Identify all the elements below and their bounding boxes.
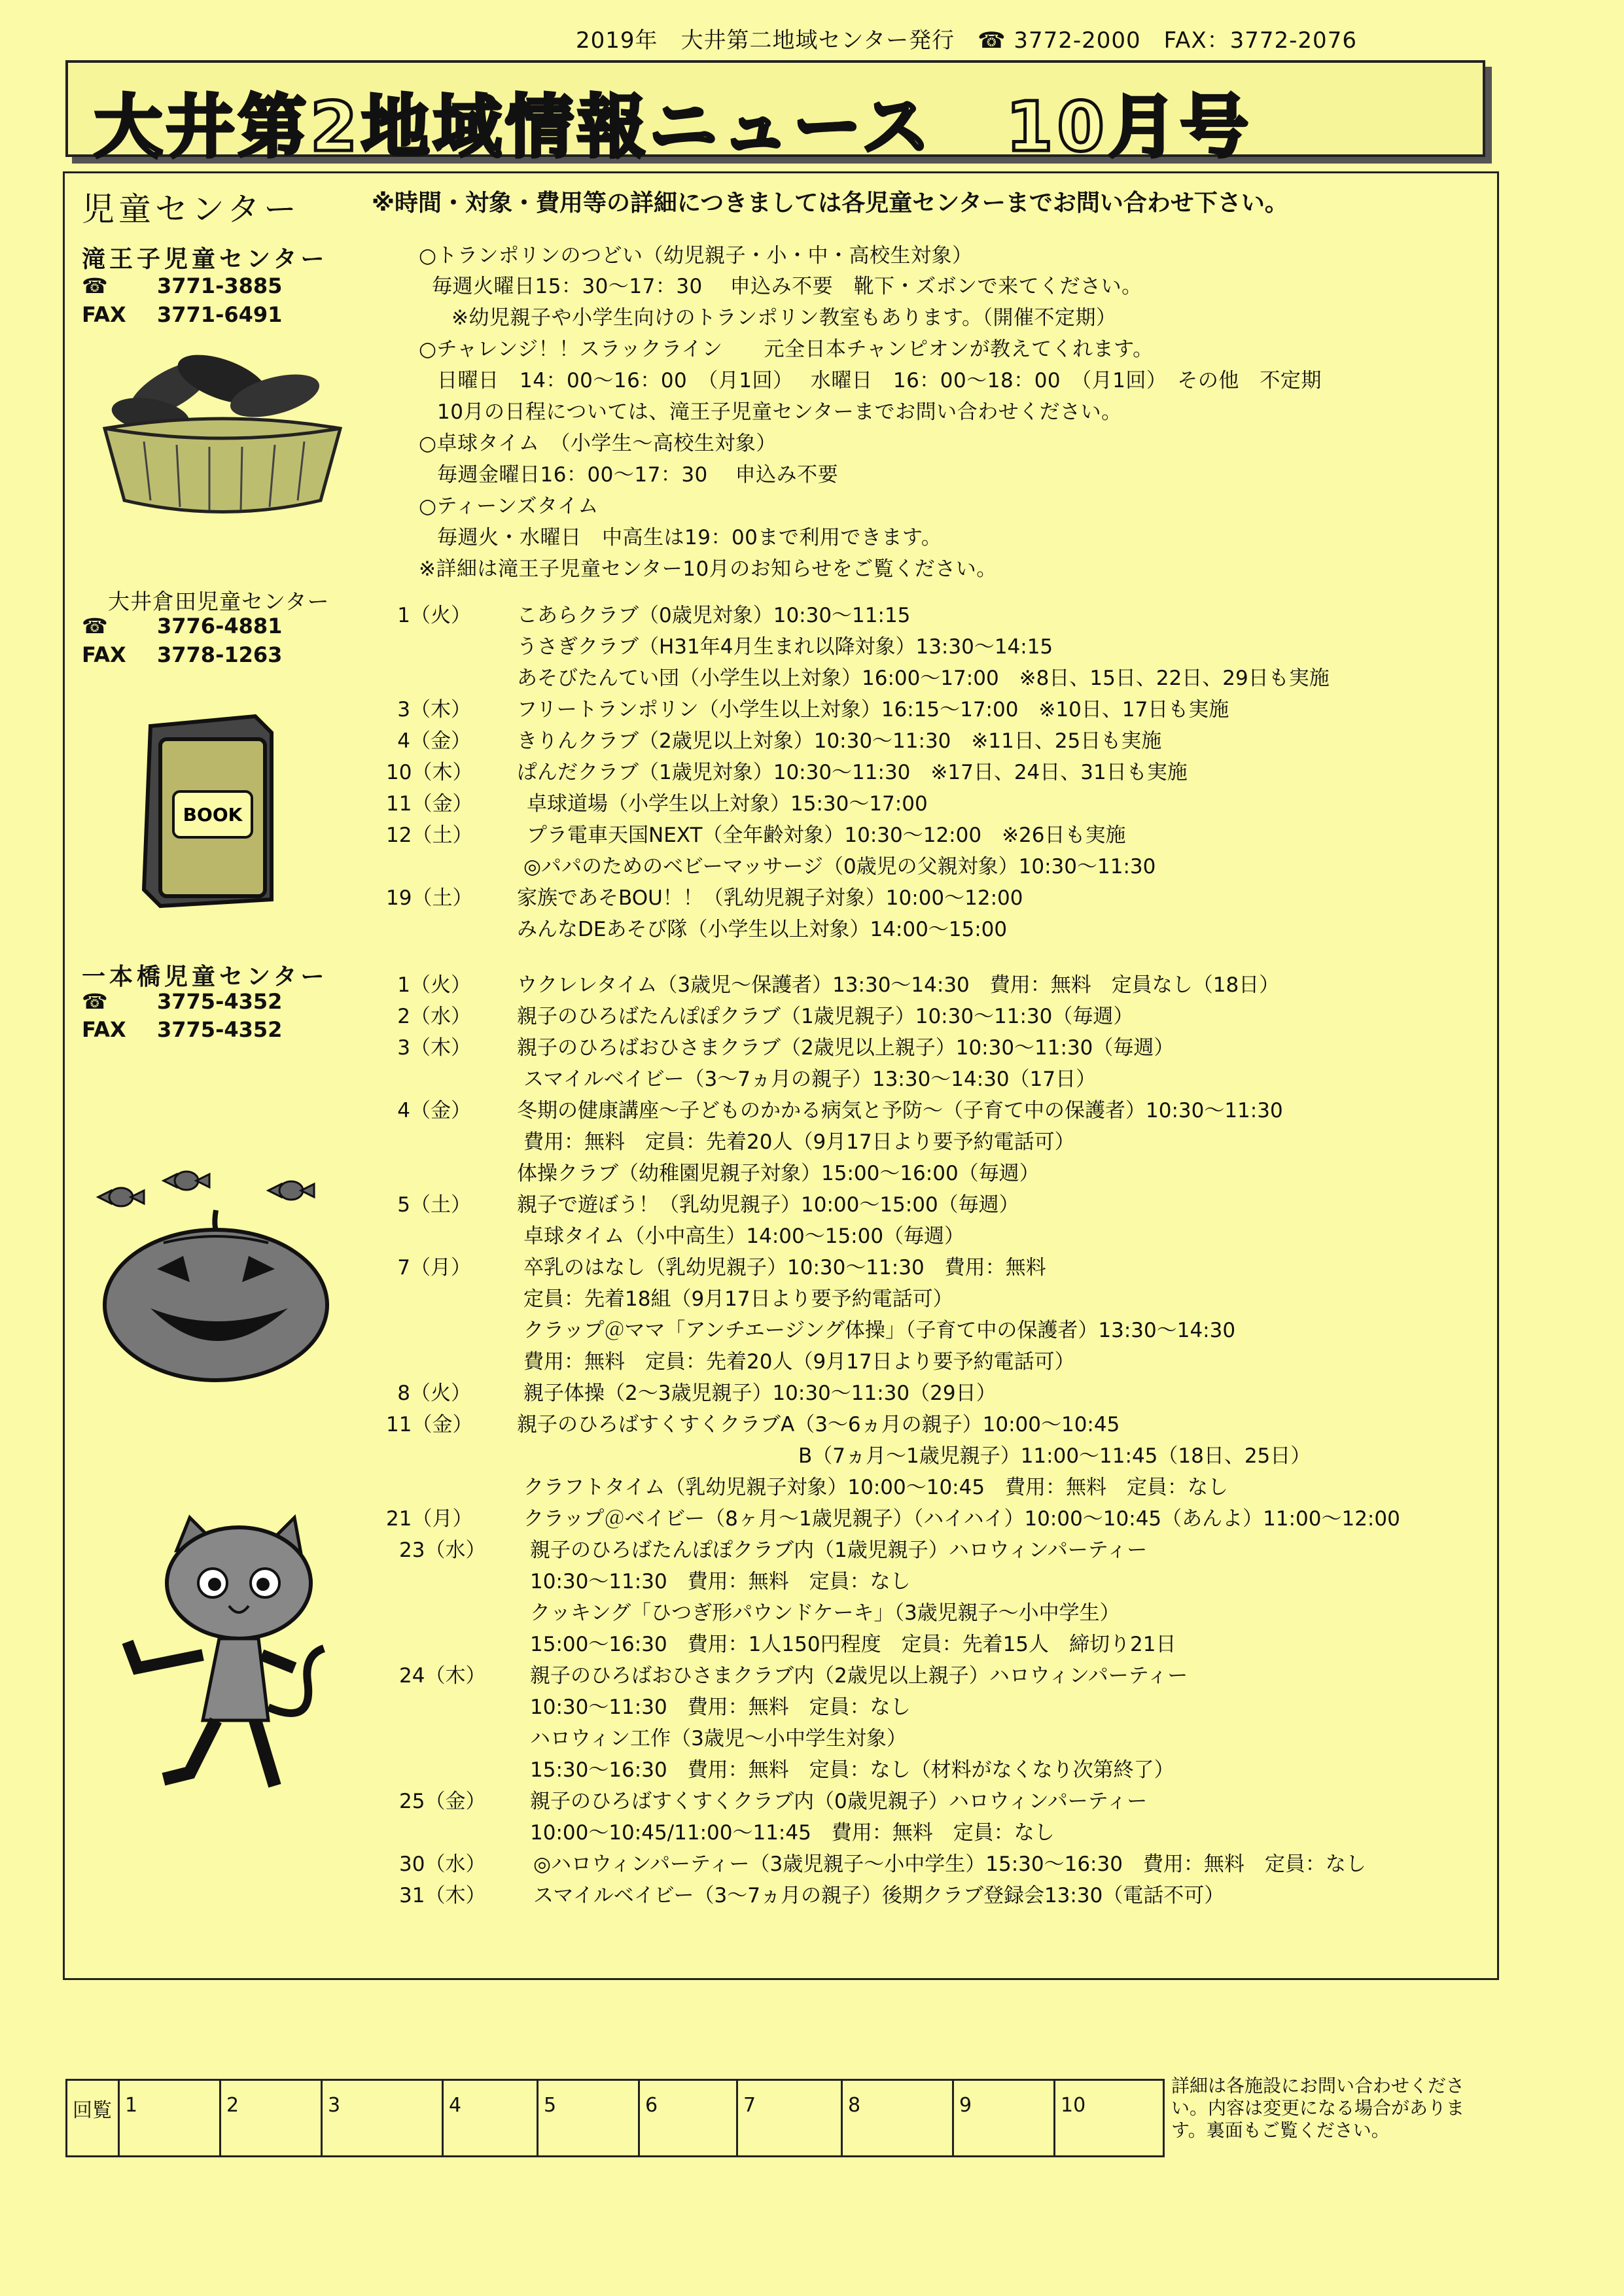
schedule-row <box>0 968 1624 999</box>
tel-number: 3776-4881 <box>157 614 283 638</box>
schedule-row <box>0 850 1624 880</box>
schedule-date: 4（金） <box>397 1099 471 1122</box>
schedule-row <box>0 693 1624 723</box>
fax-label: FAX <box>82 302 126 327</box>
schedule-row <box>0 1345 1624 1376</box>
schedule-row <box>0 1596 1624 1627</box>
schedule-desc: 冬期の健康講座～子どものかかる病気と予防～（子育て中の保護者）10:30～11:30 <box>517 1099 1283 1122</box>
publisher-info: 2019年 大井第二地域センター発行 ☎ 3772-2000 FAX：3772-2076 <box>576 27 1357 54</box>
schedule-date: 3（木） <box>397 1036 471 1060</box>
schedule-desc: あそびたんてい団（小学生以上対象）16:00～17:00 ※8日、15日、22日、29日も実施 <box>517 667 1330 690</box>
fax-label: FAX <box>82 1017 126 1042</box>
schedule-desc: 親子のひろばおひさまクラブ（2歳児以上親子）10:30～11:30（毎週） <box>517 1036 1174 1060</box>
tel-number: 3771-3885 <box>157 273 283 298</box>
schedule-row <box>0 1847 1624 1878</box>
circulation-cell[interactable]: 5 <box>538 2081 640 2155</box>
fax-number: 3778-1263 <box>157 642 283 667</box>
schedule-desc: 10:30～11:30 費用：無料 定員：なし <box>530 1696 911 1719</box>
schedule-row <box>0 630 1624 661</box>
circulation-cell[interactable]: 9 <box>954 2081 1055 2155</box>
takiouji-line: 毎週火・水曜日 中高生は19：00まで利用できます。 <box>437 526 942 549</box>
schedule-row <box>0 1219 1624 1250</box>
center-name-kurata: 大井倉田児童センター <box>108 589 330 614</box>
schedule-desc: 親子のひろばすくすくクラブA（3～6ヵ月の親子）10:00～10:45 <box>517 1413 1120 1436</box>
fax-number: 3775-4352 <box>157 1017 283 1042</box>
schedule-desc: 費用：無料 定員：先着20人（9月17日より要予約電話可） <box>523 1350 1075 1374</box>
schedule-desc: みんなDEあそび隊（小学生以上対象）14:00～15:00 <box>517 918 1008 941</box>
schedule-desc: B（7ヵ月～1歳児親子）11:00～11:45（18日、25日） <box>798 1444 1311 1468</box>
schedule-row <box>0 1722 1624 1752</box>
circulation-table <box>65 2079 1165 2157</box>
schedule-desc: うさぎクラブ（H31年4月生まれ以降対象）13:30～14:15 <box>517 635 1053 659</box>
schedule-date: 30（水） <box>399 1852 486 1876</box>
schedule-row <box>0 818 1624 849</box>
schedule-date: 23（水） <box>399 1539 486 1562</box>
inquiry-note: ※時間・対象・費用等の詳細につきましては各児童センターまでお問い合わせ下さい。 <box>372 190 1288 217</box>
schedule-row <box>0 1000 1624 1030</box>
circulation-cell[interactable]: 6 <box>640 2081 738 2155</box>
phone-icon: ☎ <box>82 273 108 298</box>
schedule-date: 11（金） <box>386 792 473 816</box>
footer-note: 詳細は各施設にお問い合わせください。内容は変更になる場合があります。裏面もご覧ください。 <box>1171 2075 1465 2141</box>
schedule-row <box>0 1188 1624 1219</box>
schedule-desc: クラフトタイム（乳幼児親子対象）10:00～10:45 費用：無料 定員：なし <box>523 1476 1229 1499</box>
schedule-desc: きりんクラブ（2歳児以上対象）10:30～11:30 ※11日、25日も実施 <box>517 729 1162 753</box>
schedule-date: 1（火） <box>397 973 471 997</box>
sweet-potato-basket-icon <box>92 343 353 520</box>
tel-takiouji <box>82 273 282 298</box>
schedule-row <box>0 599 1624 629</box>
title-banner <box>65 60 1485 167</box>
schedule-row <box>0 1282 1624 1313</box>
schedule-date: 24（木） <box>399 1664 486 1688</box>
schedule-row <box>0 756 1624 786</box>
phone-icon: ☎ <box>82 614 108 638</box>
book-label: BOOK <box>183 804 243 826</box>
circulation-cell[interactable]: 10 <box>1061 2094 1086 2117</box>
schedule-date: 3（木） <box>397 698 471 722</box>
schedule-date: 11（金） <box>386 1413 473 1436</box>
schedule-desc: 卒乳のはなし（乳幼児親子）10:30～11:30 費用：無料 <box>523 1256 1046 1279</box>
page-title: 大井第2地域情報ニュース 10月号 <box>94 87 1252 167</box>
schedule-row <box>0 1690 1624 1721</box>
schedule-date: 19（土） <box>386 886 473 910</box>
takiouji-line: ○チャレンジ！！スラックライン 元全日本チャンピオンが教えてくれます。 <box>419 338 1154 361</box>
schedule-row <box>0 881 1624 912</box>
circulation-cell[interactable]: 2 <box>221 2081 323 2155</box>
schedule-row <box>0 1439 1624 1470</box>
schedule-date: 1（火） <box>397 604 471 627</box>
schedule-desc: 親子のひろばたんぽぽクラブ内（1歳児親子）ハロウィンパーティー <box>530 1539 1148 1562</box>
schedule-date: 8（火） <box>397 1382 471 1405</box>
schedule-desc: 親子体操（2～3歳児親子）10:30～11:30（29日） <box>523 1382 997 1405</box>
schedule-desc: 10:00～10:45/11:00～11:45 費用：無料 定員：なし <box>530 1821 1055 1845</box>
schedule-desc: 親子で遊ぼう！（乳幼児親子）10:00～15:00（毎週） <box>517 1193 1019 1217</box>
schedule-desc: こあらクラブ（0歳児対象）10:30～11:15 <box>517 604 911 627</box>
schedule-row <box>0 1533 1624 1564</box>
takiouji-line: 毎週火曜日15：30～17：30 申込み不要 靴下・ズボンで来てください。 <box>432 275 1142 298</box>
schedule-desc: フリートランポリン（小学生以上対象）16:15～17:00 ※10日、17日も実施 <box>517 698 1229 722</box>
schedule-desc: スマイルベイビー（3～7ヵ月の親子）後期クラブ登録会13:30（電話不可） <box>533 1884 1225 1907</box>
schedule-row <box>0 1313 1624 1344</box>
schedule-desc: ぱんだクラブ（1歳児対象）10:30～11:30 ※17日、24日、31日も実施 <box>517 761 1188 784</box>
schedule-desc: 家族であそBOU！！（乳幼児親子対象）10:00～12:00 <box>517 886 1023 910</box>
takiouji-line: 10月の日程については、滝王子児童センターまでお問い合わせください。 <box>437 400 1122 424</box>
schedule-row <box>0 1470 1624 1501</box>
schedule-desc: 親子のひろばおひさまクラブ内（2歳児以上親子）ハロウィンパーティー <box>530 1664 1188 1688</box>
schedule-row <box>0 1031 1624 1062</box>
schedule-row <box>0 1408 1624 1438</box>
schedule-row <box>0 1094 1624 1124</box>
circulation-cell[interactable]: 3 <box>323 2081 444 2155</box>
section-heading: 児童センター <box>82 190 300 228</box>
circulation-cell[interactable]: 1 <box>120 2081 221 2155</box>
takiouji-line: ※詳細は滝王子児童センター10月のお知らせをご覧ください。 <box>419 557 997 581</box>
schedule-desc: 定員：先着18組（9月17日より要予約電話可） <box>523 1287 953 1311</box>
fax-takiouji <box>82 302 282 327</box>
schedule-row <box>0 1784 1624 1815</box>
schedule-date: 4（金） <box>397 729 471 753</box>
schedule-row <box>0 1062 1624 1093</box>
schedule-row <box>0 1502 1624 1533</box>
schedule-date: 12（土） <box>386 824 473 847</box>
schedule-row <box>0 1251 1624 1281</box>
schedule-desc: 体操クラブ（幼稚園児親子対象）15:00～16:00（毎週） <box>517 1162 1040 1185</box>
circulation-cell[interactable]: 8 <box>843 2081 954 2155</box>
schedule-row <box>0 787 1624 818</box>
circulation-label: 回覧 <box>67 2081 120 2155</box>
schedule-desc: スマイルベイビー（3～7ヵ月の親子）13:30～14:30（17日） <box>523 1068 1097 1091</box>
schedule-row <box>0 1753 1624 1784</box>
tel-number: 3775-4352 <box>157 989 283 1014</box>
schedule-date: 2（水） <box>397 1005 471 1028</box>
schedule-row <box>0 1816 1624 1847</box>
center-name-ippongi: 一本橋児童センター <box>82 964 328 990</box>
schedule-row <box>0 1125 1624 1156</box>
schedule-row <box>0 1879 1624 1909</box>
schedule-desc: 卓球道場（小学生以上対象）15:30～17:00 <box>527 792 928 816</box>
phone-icon: ☎ <box>82 989 108 1014</box>
schedule-desc: ウクレレタイム（3歳児～保護者）13:30～14:30 費用：無料 定員なし（18日） <box>517 973 1280 997</box>
takiouji-line: ※幼児親子や小学生向けのトランポリン教室もあります。（開催不定期） <box>451 306 1117 330</box>
schedule-desc: 10:30～11:30 費用：無料 定員：なし <box>530 1570 911 1593</box>
schedule-date: 5（土） <box>397 1193 471 1217</box>
schedule-row <box>0 1157 1624 1187</box>
schedule-desc: プラ電車天国NEXT（全年齢対象）10:30～12:00 ※26日も実施 <box>527 824 1126 847</box>
schedule-desc: 15:30～16:30 費用：無料 定員：なし（材料がなくなり次第終了） <box>530 1758 1174 1782</box>
center-name-takiouji: 滝王子児童センター <box>82 246 328 273</box>
takiouji-line: 毎週金曜日16：00～17：30 申込み不要 <box>437 463 839 487</box>
schedule-desc: 卓球タイム（小中高生）14:00～15:00（毎週） <box>523 1225 965 1248</box>
circulation-cell[interactable]: 4 <box>444 2081 538 2155</box>
schedule-date: 7（月） <box>397 1256 471 1279</box>
schedule-row <box>0 661 1624 692</box>
schedule-date: 31（木） <box>399 1884 486 1907</box>
schedule-desc: クラップ＠ベイビー（8ヶ月～1歳児親子）（ハイハイ）10:00～10:45（あんよ）11:00～12:00 <box>523 1507 1400 1531</box>
takiouji-line: 日曜日 14：00～16：00 （月1回） 水曜日 16：00～18：00 （月1回） その他 不定期 <box>437 369 1322 392</box>
schedule-date: 25（金） <box>399 1790 486 1813</box>
schedule-row <box>0 1376 1624 1407</box>
fax-number: 3771-6491 <box>157 302 283 327</box>
schedule-row <box>0 1627 1624 1658</box>
schedule-desc: ◎パパのためのベビーマッサージ（0歳児の父親対象）10:30～11:30 <box>523 855 1156 878</box>
takiouji-line: ○トランポリンのつどい（幼児親子・小・中・高校生対象） <box>419 244 973 268</box>
schedule-desc: 親子のひろばすくすくクラブ内（0歳児親子）ハロウィンパーティー <box>530 1790 1148 1813</box>
circulation-cell[interactable]: 7 <box>738 2081 843 2155</box>
schedule-row <box>0 724 1624 755</box>
schedule-desc: クッキング「ひつぎ形パウンドケーキ」（3歳児親子～小中学生） <box>530 1601 1120 1625</box>
schedule-row <box>0 913 1624 943</box>
schedule-date: 21（月） <box>386 1507 473 1531</box>
schedule-desc: 費用：無料 定員：先着20人（9月17日より要予約電話可） <box>523 1130 1075 1154</box>
takiouji-line: ○卓球タイム （小学生～高校生対象） <box>419 432 777 455</box>
schedule-desc: クラップ＠ママ「アンチエージング体操」（子育て中の保護者）13:30～14:30 <box>523 1319 1236 1342</box>
schedule-desc: ハロウィン工作（3歳児～小中学生対象） <box>530 1727 907 1750</box>
takiouji-line: ○ティーンズタイム <box>419 495 599 518</box>
schedule-row <box>0 1565 1624 1595</box>
schedule-desc: ◎ハロウィンパーティー（3歳児親子～小中学生）15:30～16:30 費用：無料 定員：なし <box>533 1852 1366 1876</box>
schedule-desc: 15:00～16:30 費用：1人150円程度 定員：先着15人 締切り21日 <box>530 1633 1176 1656</box>
schedule-desc: 親子のひろばたんぽぽクラブ（1歳児親子）10:30～11:30（毎週） <box>517 1005 1134 1028</box>
schedule-row <box>0 1659 1624 1690</box>
fax-label: FAX <box>82 642 126 667</box>
schedule-date: 10（木） <box>386 761 473 784</box>
